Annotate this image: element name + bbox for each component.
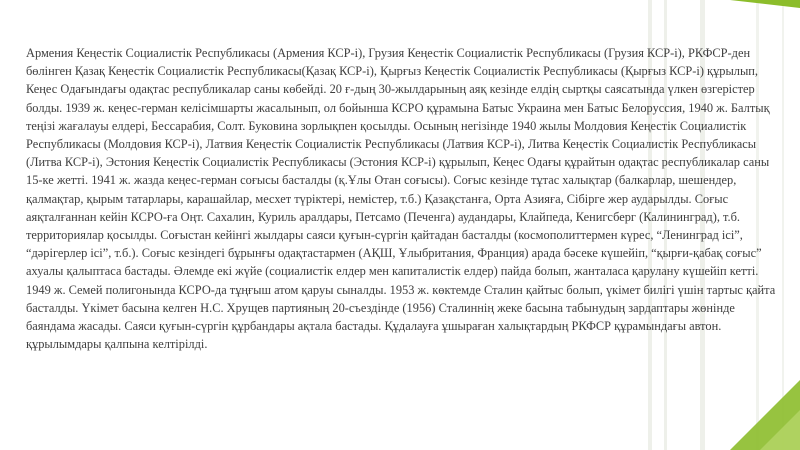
corner-accent-top [730,0,800,8]
corner-accent-bottom-light [760,410,800,450]
slide-body-text: Армения Кеңестік Социалистік Республикасы (Армения КСР-і), Грузия Кеңестік Социалистік Республикасы (Грузия КСР-і), РКФСР-ден бөлінген Қазақ Кеңестік Социалистік Республикасы(Қазақ КСР-і), Қырғыз Кеңестік Социалистік Республикасы (Қырғыз КСР-і) құрылып, Кеңес Одағындағы одақтас республикалар саны көбейді. 20 ғ-дың 30-жылдарының аяқ кезінде елдің сыртқы саясатында үлкен өзгерістер болды. 1939 ж. кеңес-герман келісімшарты жасалынып, ол бойынша КСРО құрамына Батыс Украина мен Батыс Белоруссия, 1940 ж. Балтық теңізі жағалауы елдері, Бессарабия, Солт. Буковина зорлықпен қосылды. Осының негізінде 1940 жылы Молдовия Кеңестік Социалистік Республикасы (Молдовия КСР-і), Латвия Кеңестік Социалистік Республикасы (Латвия КСР-і), Литва Кеңестік Социалистік Республикасы (Литва КСР-і), Эстония Кеңестік Социалистік Республикасы (Эстония КСР-і) құрылып, Кеңес Одағы құрайтын одақтас республикалар саны 15-ке жетті. 1941 ж. жазда кеңес-герман соғысы басталды (қ.Ұлы Отан соғысы). Соғыс кезінде тұтас халықтар (балкарлар, шешендер, қалмақтар, қырым татарлары, карашайлар, месхет түріктері, немістер, т.б.) Қазақстанға, Орта Азияға, Сібірге жер аударылды. Соғыс аяқталғаннан кейін КСРО-ға Оңт. Сахалин, Куриль аралдары, Петсамо (Печенга) аудандары, Клайпеда, Кенигсберг (Калининград), т.б. территориялар қосылды. Соғыстан кейінгі жылдары саяси қуғын-сүргін қайтадан басталды (космополиттермен күрес, “Ленинград ісі”, “дәрігерлер ісі”, т.б.). Соғыс кезіндегі бұрынғы одақтастармен (АҚШ, Ұлыбритания, Франция) арада бәсеке күшейіп, “қырғи-қабақ соғыс” ахуалы қалыптаса бастады. Әлемде екі жүйе (социалистік елдер мен капиталистік елдер) пайда болып, жанталаса қарулану күшейіп кетті. 1949 ж. Семей полигонында КСРО-да тұңғыш атом қаруы сыналды. 1953 ж. көктемде Сталин қайтыс болып, үкімет билігі үшін тартыс қайта басталды. Үкімет басына келген Н.С. Хрущев партияның 20-съездінде (1956) Сталиннің жеке басына табынудың зардаптары жөнінде баяндама жасады. Саяси қуғын-сүргін құрбандары ақтала бастады. Құдалауға ұшыраған халықтардың РКФСР құрамындағы автон. құрылымдары қалпына келтірілді. [26,46,776,352]
